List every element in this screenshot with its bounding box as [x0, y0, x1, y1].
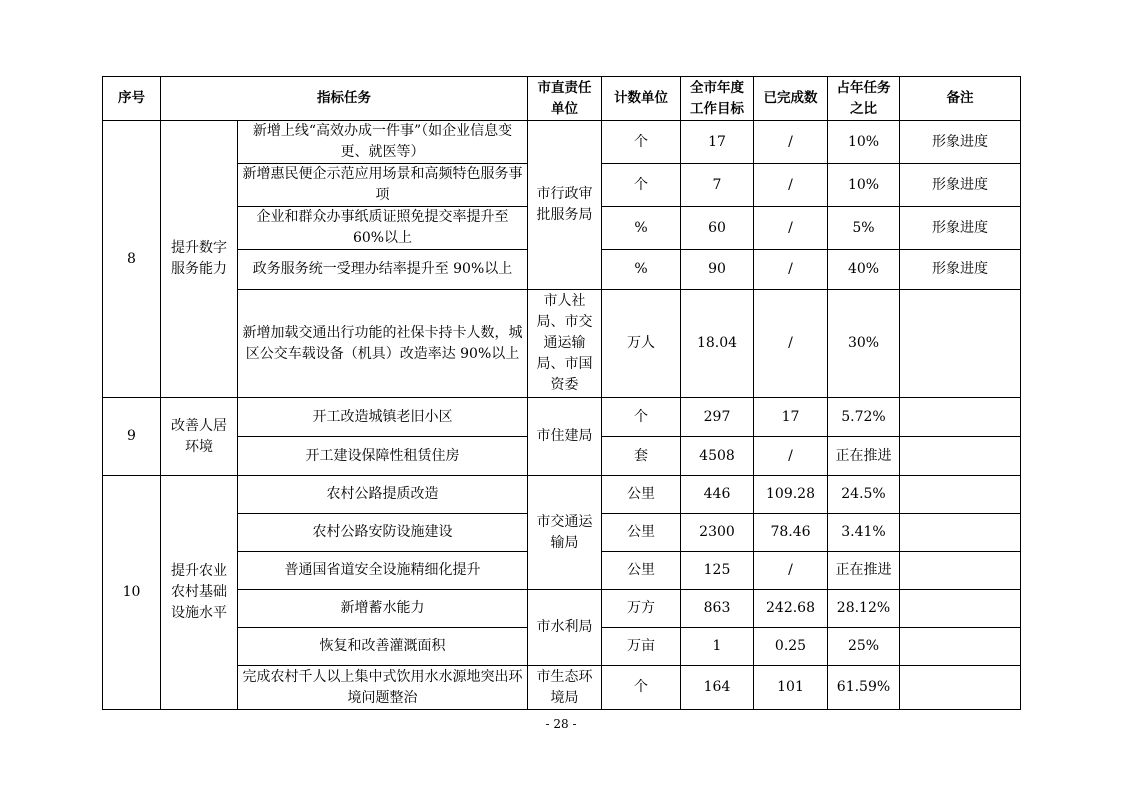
note-cell [900, 398, 1021, 437]
dept-cell: 市水利局 [528, 590, 602, 666]
done-cell: 242.68 [754, 590, 828, 628]
done-cell: / [754, 437, 828, 476]
unit-cell: 个 [602, 398, 681, 437]
ratio-cell: 28.12% [828, 590, 900, 628]
group-no: 9 [103, 398, 161, 476]
target-cell: 7 [681, 164, 754, 207]
note-cell [900, 476, 1021, 514]
done-cell: / [754, 121, 828, 164]
note-cell [900, 514, 1021, 552]
note-cell [900, 666, 1021, 710]
group-name: 改善人居环境 [161, 398, 238, 476]
table-row [103, 290, 1021, 398]
unit-cell: % [602, 250, 681, 290]
done-cell: 17 [754, 398, 828, 437]
target-cell: 18.04 [681, 290, 754, 398]
target-cell: 90 [681, 250, 754, 290]
unit-cell: % [602, 207, 681, 250]
done-cell: / [754, 290, 828, 398]
unit-cell: 公里 [602, 552, 681, 590]
header-note: 备注 [900, 77, 1021, 121]
target-cell: 1 [681, 628, 754, 666]
ratio-cell: 24.5% [828, 476, 900, 514]
header-responsible-unit: 市直责任单位 [528, 77, 602, 121]
done-cell: 78.46 [754, 514, 828, 552]
unit-cell: 公里 [602, 514, 681, 552]
note-cell [900, 590, 1021, 628]
task-cell: 新增蓄水能力 [238, 590, 528, 628]
task-cell: 新增上线“高效办成一件事”（如企业信息变更、就医等） [238, 121, 528, 164]
target-cell: 4508 [681, 437, 754, 476]
target-cell: 2300 [681, 514, 754, 552]
ratio-cell: 25% [828, 628, 900, 666]
group-no: 10 [103, 476, 161, 710]
note-cell: 形象进度 [900, 121, 1021, 164]
header-row [103, 77, 1021, 121]
note-cell [900, 552, 1021, 590]
dept-cell: 市人社局、市交通运输局、市国资委 [528, 290, 602, 398]
ratio-cell: 3.41% [828, 514, 900, 552]
dept-cell: 市行政审批服务局 [528, 121, 602, 290]
done-cell: 109.28 [754, 476, 828, 514]
task-cell: 开工改造城镇老旧小区 [238, 398, 528, 437]
ratio-cell: 10% [828, 164, 900, 207]
task-cell: 开工建设保障性租赁住房 [238, 437, 528, 476]
unit-cell: 万亩 [602, 628, 681, 666]
header-annual-target: 全市年度工作目标 [681, 77, 754, 121]
target-cell: 297 [681, 398, 754, 437]
target-cell: 60 [681, 207, 754, 250]
ratio-cell: 30% [828, 290, 900, 398]
note-cell [900, 437, 1021, 476]
note-cell: 形象进度 [900, 207, 1021, 250]
ratio-cell: 正在推进 [828, 552, 900, 590]
task-cell: 普通国省道安全设施精细化提升 [238, 552, 528, 590]
done-cell: / [754, 250, 828, 290]
task-cell: 新增加载交通出行功能的社保卡持卡人数，城区公交车载设备（机具）改造率达 90%以上 [238, 290, 528, 398]
unit-cell: 个 [602, 121, 681, 164]
header-no: 序号 [103, 77, 161, 121]
ratio-cell: 5% [828, 207, 900, 250]
note-cell: 形象进度 [900, 164, 1021, 207]
task-cell: 恢复和改善灌溉面积 [238, 628, 528, 666]
unit-cell: 套 [602, 437, 681, 476]
done-cell: 0.25 [754, 628, 828, 666]
unit-cell: 万人 [602, 290, 681, 398]
unit-cell: 公里 [602, 476, 681, 514]
group-name: 提升农业农村基础设施水平 [161, 476, 238, 710]
dept-cell: 市生态环境局 [528, 666, 602, 710]
dept-cell: 市交通运输局 [528, 476, 602, 590]
ratio-cell: 10% [828, 121, 900, 164]
done-cell: / [754, 207, 828, 250]
target-cell: 863 [681, 590, 754, 628]
table-row [103, 666, 1021, 710]
page-number: - 28 - [545, 717, 577, 731]
done-cell: / [754, 164, 828, 207]
task-cell: 农村公路安防设施建设 [238, 514, 528, 552]
dept-cell: 市住建局 [528, 398, 602, 476]
done-cell: 101 [754, 666, 828, 710]
header-ratio: 占年任务之比 [828, 77, 900, 121]
table-row [103, 590, 1021, 628]
task-cell: 政务服务统一受理办结率提升至 90%以上 [238, 250, 528, 290]
target-cell: 164 [681, 666, 754, 710]
group-name: 提升数字服务能力 [161, 121, 238, 398]
task-cell: 完成农村千人以上集中式饮用水水源地突出环境问题整治 [238, 666, 528, 710]
table-row [103, 398, 1021, 437]
unit-cell: 个 [602, 164, 681, 207]
header-count-unit: 计数单位 [602, 77, 681, 121]
table-row [103, 121, 1021, 164]
task-cell: 企业和群众办事纸质证照免提交率提升至60%以上 [238, 207, 528, 250]
ratio-cell: 5.72% [828, 398, 900, 437]
ratio-cell: 61.59% [828, 666, 900, 710]
header-completed: 已完成数 [754, 77, 828, 121]
group-no: 8 [103, 121, 161, 398]
header-task: 指标任务 [161, 77, 528, 121]
table-row [103, 476, 1021, 514]
unit-cell: 个 [602, 666, 681, 710]
note-cell [900, 290, 1021, 398]
task-cell: 农村公路提质改造 [238, 476, 528, 514]
unit-cell: 万方 [602, 590, 681, 628]
indicator-table [102, 76, 1021, 710]
target-cell: 17 [681, 121, 754, 164]
note-cell [900, 628, 1021, 666]
target-cell: 446 [681, 476, 754, 514]
done-cell: / [754, 552, 828, 590]
ratio-cell: 正在推进 [828, 437, 900, 476]
target-cell: 125 [681, 552, 754, 590]
ratio-cell: 40% [828, 250, 900, 290]
task-cell: 新增惠民便企示范应用场景和高频特色服务事项 [238, 164, 528, 207]
note-cell: 形象进度 [900, 250, 1021, 290]
